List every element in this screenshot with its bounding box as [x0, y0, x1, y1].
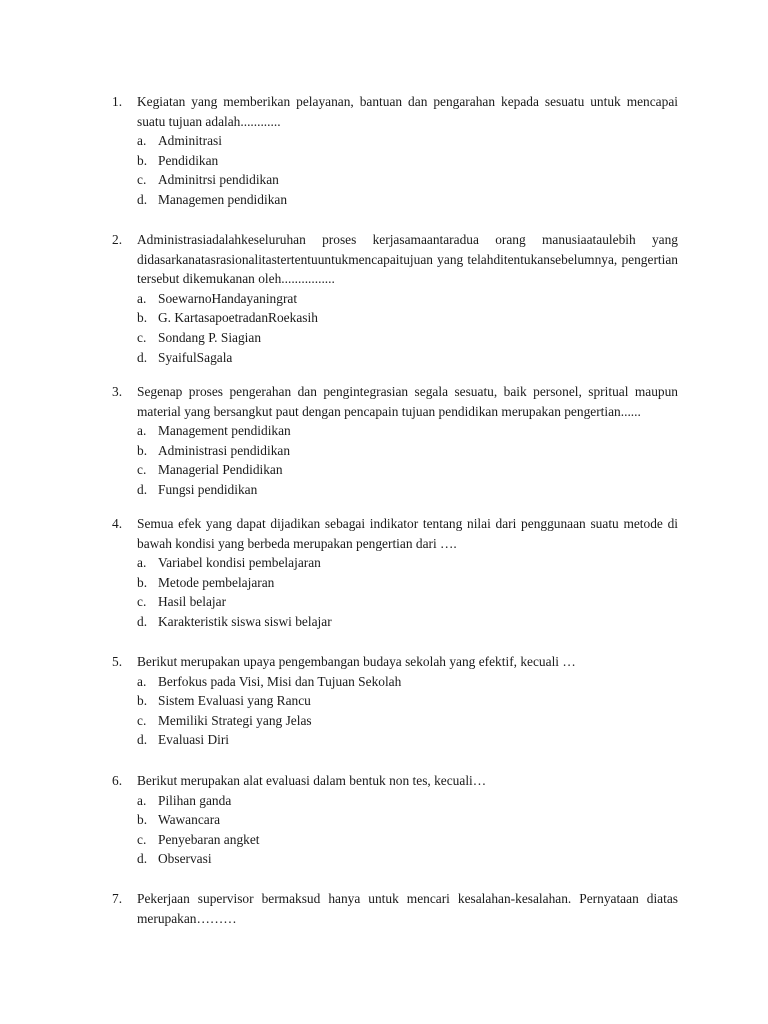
option-d	[112, 730, 678, 750]
option-label: a.	[137, 133, 147, 149]
option-c	[112, 170, 678, 190]
question-stem	[112, 230, 678, 289]
option-label: b.	[137, 812, 148, 828]
question-text: Segenap proses pengerahan dan pengintegrasian segala sesuatu, baik personel, spritual maupun material yang bersangkut paut dengan pencapain tujuan pendidikan merupakan pengertian......	[137, 384, 678, 419]
question-3	[112, 382, 678, 500]
option-b	[112, 151, 678, 171]
question-stem	[112, 514, 678, 553]
question-text: Administrasiadalahkeseluruhan proses kerjasamaantaradua orang manusiaataulebih yang didasarkanatasrasionalitastertentuuntukmencapaitujuan yang telahditentukansebelumnya, pengertian tersebut dikemukanan oleh................	[137, 232, 678, 287]
question-number: 2.	[112, 232, 123, 247]
option-text: Management pendidikan	[158, 423, 291, 439]
option-d	[112, 849, 678, 869]
option-list	[112, 791, 678, 869]
option-label: c.	[137, 462, 147, 478]
option-label: d.	[137, 191, 148, 207]
option-label: c.	[137, 594, 147, 610]
option-d	[112, 190, 678, 210]
question-number: 6.	[112, 773, 123, 788]
option-label: c.	[137, 172, 147, 188]
option-label: c.	[137, 831, 147, 847]
option-label: c.	[137, 712, 147, 728]
question-1	[112, 92, 678, 210]
option-text: Variabel kondisi pembelajaran	[158, 555, 321, 571]
option-d	[112, 480, 678, 500]
option-label: b.	[137, 152, 148, 168]
option-label: b.	[137, 574, 148, 590]
option-text: Karakteristik siswa siswi belajar	[158, 613, 332, 629]
question-text: Pekerjaan supervisor bermaksud hanya untuk mencari kesalahan-kesalahan. Pernyataan diatas merupakan………	[137, 891, 678, 926]
option-text: G. KartasapoetradanRoekasih	[158, 310, 318, 326]
option-label: d.	[137, 851, 148, 867]
option-d	[112, 348, 678, 368]
option-label: a.	[137, 290, 147, 306]
option-c	[112, 460, 678, 480]
question-number: 7.	[112, 891, 123, 906]
option-b	[112, 691, 678, 711]
option-text: Managerial Pendidikan	[158, 462, 283, 478]
option-b	[112, 573, 678, 593]
option-label: a.	[137, 673, 147, 689]
option-text: Sistem Evaluasi yang Rancu	[158, 693, 311, 709]
option-c	[112, 592, 678, 612]
option-label: b.	[137, 693, 148, 709]
question-7	[112, 889, 678, 928]
option-label: d.	[137, 732, 148, 748]
option-text: Observasi	[158, 851, 212, 867]
option-text: Adminitrasi	[158, 133, 222, 149]
option-label: b.	[137, 310, 148, 326]
option-c	[112, 830, 678, 850]
option-text: Wawancara	[158, 812, 221, 828]
question-number: 5.	[112, 654, 123, 669]
option-text: Adminitrsi pendidikan	[158, 172, 279, 188]
option-text: Pilihan ganda	[158, 792, 232, 808]
option-text: Memiliki Strategi yang Jelas	[158, 712, 312, 728]
question-text: Semua efek yang dapat dijadikan sebagai indikator tentang nilai dari penggunaan suatu metode di bawah kondisi yang berbeda merupakan pengertian dari ….	[137, 516, 678, 551]
option-text: Hasil belajar	[158, 594, 227, 610]
question-number: 4.	[112, 516, 123, 531]
option-text: Metode pembelajaran	[158, 574, 275, 590]
option-label: c.	[137, 329, 147, 345]
option-a	[112, 421, 678, 441]
option-list	[112, 289, 678, 367]
option-a	[112, 289, 678, 309]
option-text: Managemen pendidikan	[158, 191, 288, 207]
option-text: Pendidikan	[158, 152, 219, 168]
option-a	[112, 131, 678, 151]
question-4	[112, 514, 678, 632]
option-text: Sondang P. Siagian	[158, 329, 262, 345]
option-d	[112, 612, 678, 632]
question-text: Berikut merupakan upaya pengembangan budaya sekolah yang efektif, kecuali …	[137, 654, 576, 669]
option-label: b.	[137, 442, 148, 458]
option-list	[112, 421, 678, 499]
question-2	[112, 230, 678, 367]
question-stem	[112, 92, 678, 131]
option-a	[112, 672, 678, 692]
question-stem	[112, 382, 678, 421]
option-c	[112, 711, 678, 731]
question-text: Berikut merupakan alat evaluasi dalam bentuk non tes, kecuali…	[137, 773, 487, 788]
question-text: Kegiatan yang memberikan pelayanan, bantuan dan pengarahan kepada sesuatu untuk mencapai suatu tujuan adalah............	[137, 94, 678, 129]
option-text: SoewarnoHandayaningrat	[158, 290, 298, 306]
option-b	[112, 441, 678, 461]
option-text: Fungsi pendidikan	[158, 481, 258, 497]
option-text: SyaifulSagala	[158, 349, 233, 365]
option-label: a.	[137, 423, 147, 439]
question-5	[112, 652, 678, 750]
question-6	[112, 771, 678, 869]
option-b	[112, 810, 678, 830]
question-stem	[112, 889, 678, 928]
option-text: Penyebaran angket	[158, 831, 260, 847]
option-label: a.	[137, 792, 147, 808]
option-label: d.	[137, 481, 148, 497]
option-list	[112, 131, 678, 209]
option-a	[112, 553, 678, 573]
option-text: Evaluasi Diri	[158, 732, 230, 748]
option-label: d.	[137, 613, 148, 629]
option-list	[112, 672, 678, 750]
option-b	[112, 308, 678, 328]
option-list	[112, 553, 678, 631]
question-stem	[112, 771, 678, 791]
option-label: a.	[137, 555, 147, 571]
option-text: Berfokus pada Visi, Misi dan Tujuan Sekolah	[158, 673, 402, 689]
option-c	[112, 328, 678, 348]
question-number: 1.	[112, 94, 123, 109]
option-text: Administrasi pendidikan	[158, 442, 291, 458]
question-number: 3.	[112, 384, 123, 399]
option-a	[112, 791, 678, 811]
question-stem	[112, 652, 678, 672]
option-label: d.	[137, 349, 148, 365]
